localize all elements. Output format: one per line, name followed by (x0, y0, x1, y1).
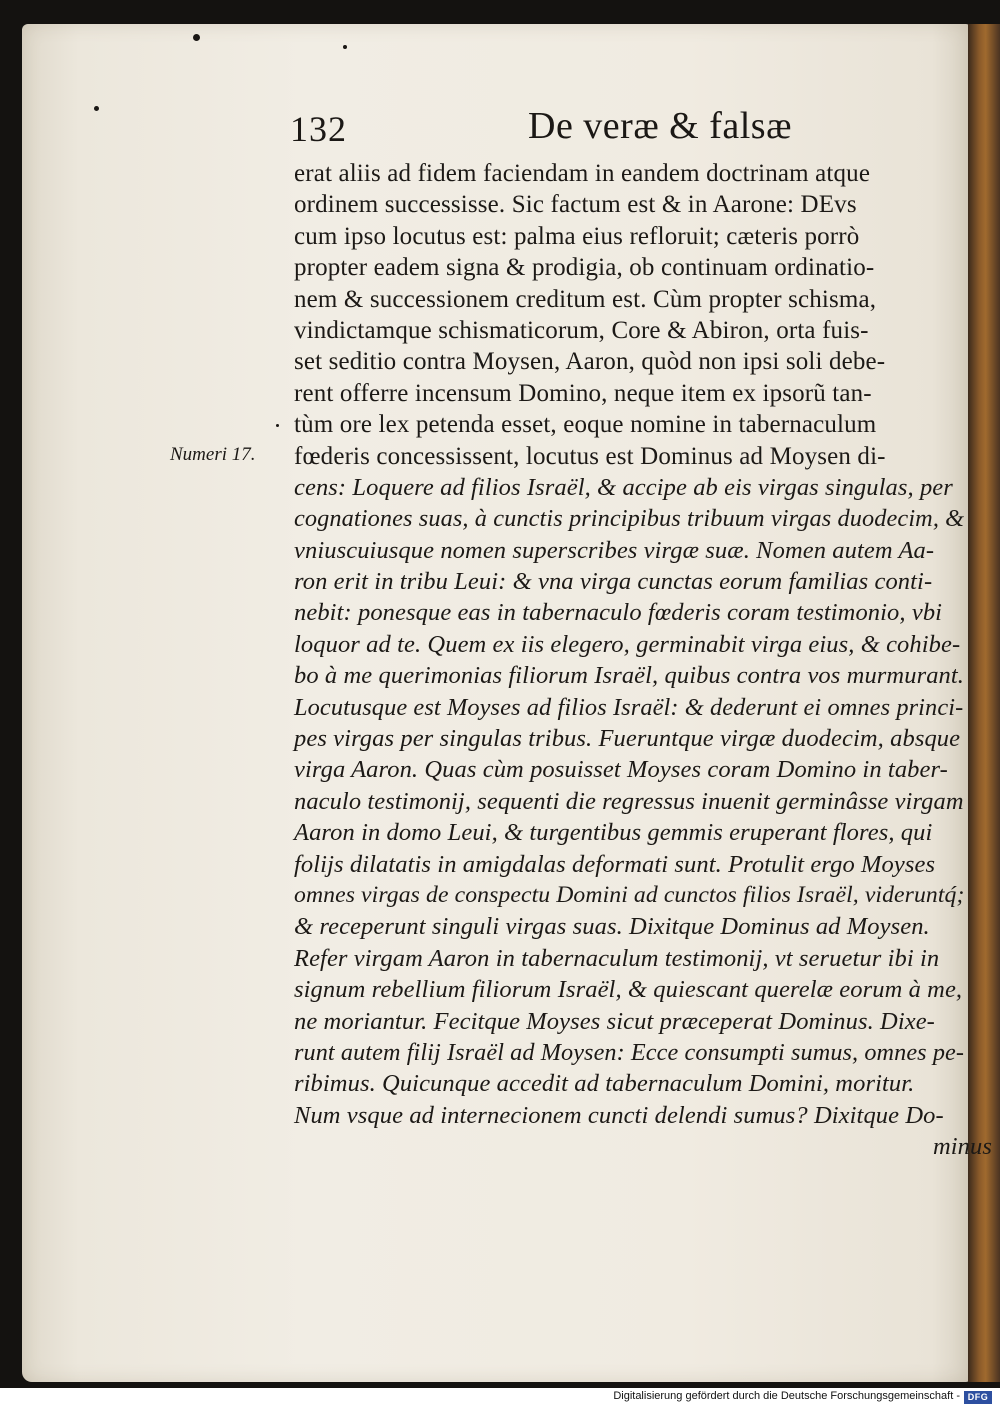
margin-note: Numeri 17. (170, 444, 256, 465)
running-title: De veræ & falsæ (528, 105, 792, 147)
text-line: virga Aaron. Quas cùm posuisset Moyses coram Domino in taber- (294, 756, 948, 784)
text-line: nebit: ponesque eas in tabernaculo fœderis coram testimonio, vbi (294, 599, 943, 627)
text-line: Num vsque ad internecionem cuncti delendi sumus? Dixitque Do- (294, 1101, 944, 1129)
text-line: loquor ad te. Quem ex iis elegero, germinabit virga eius, & cohibe- (294, 630, 961, 658)
text-line: set seditio contra Moysen, Aaron, quòd non ipsi soli debe- (294, 348, 886, 376)
text-line: omnes virgas de conspectu Domini ad cunctos filios Israël, videruntq́; (294, 881, 965, 908)
text-line: propter eadem signa & prodigia, ob continuam ordinatio- (294, 254, 875, 282)
text-line: signum rebellium filiorum Israël, & quiescant querelæ eorum à me, (294, 976, 963, 1004)
text-line: bo à me querimonias filiorum Israël, quibus contra vos murmurant. (294, 662, 965, 690)
text-line: rent offerre incensum Domino, neque item ex ipsorũ tan- (294, 379, 872, 407)
text-line: naculo testimonij, sequenti die regressus inuenit germinâsse virgam (294, 787, 964, 815)
dfg-logo: DFG (964, 1391, 992, 1404)
footer-bar (0, 1388, 1000, 1408)
text-line: Locutusque est Moyses ad filios Israël: & dederunt ei omnes princi- (294, 693, 964, 721)
ink-speck (276, 424, 279, 427)
digitization-credit: Digitalisierung gefördert durch die Deutsche Forschungsgemeinschaft - (613, 1390, 960, 1402)
text-line: cens: Loquere ad filios Israël, & accipe ab eis virgas singulas, per (294, 473, 953, 501)
page-header (290, 104, 810, 154)
text-line: cum ipso locutus est: palma eius refloruit; cæteris porrò (294, 222, 860, 250)
text-line: nem & successionem creditum est. Cùm propter schisma, (294, 285, 877, 313)
text-line: folijs dilatatis in amigdalas deformati sunt. Protulit ergo Moyses (294, 850, 936, 878)
text-line: pes virgas per singulas tribus. Fueruntque virgæ duodecim, absque (294, 725, 961, 753)
text-line: cognationes suas, à cunctis principibus tribuum virgas duodecim, & (294, 505, 965, 533)
text-line: ne moriantur. Fecitque Moyses sicut præceperat Dominus. Dixe- (294, 1007, 935, 1035)
text-line: fœderis concessissent, locutus est Dominus ad Moysen di- (294, 442, 886, 470)
catchword: minus (932, 1133, 992, 1161)
text-line: vniuscuiusque nomen superscribes virgæ suæ. Nomen autem Aa- (294, 536, 935, 564)
body-text (294, 158, 994, 1163)
text-line: tùm ore lex petenda esset, eoque nomine in tabernaculum (294, 411, 877, 439)
text-line: erat aliis ad fidem faciendam in eandem doctrinam atque (294, 160, 871, 187)
text-line: vindictamque schismaticorum, Core & Abiron, orta fuis- (294, 316, 869, 344)
ink-speck (193, 34, 200, 41)
text-line: ribimus. Quicunque accedit ad tabernaculum Domini, moritur. (294, 1070, 915, 1098)
text-line: ron erit in tribu Leui: & vna virga cunctas eorum familias conti- (294, 568, 933, 596)
text-line: ordinem successisse. Sic factum est & in Aarone: DEvs (294, 191, 857, 219)
text-line: runt autem filij Israël ad Moysen: Ecce consumpti sumus, omnes pe- (294, 1038, 965, 1066)
page-number: 132 (290, 109, 347, 149)
ink-speck (94, 106, 99, 111)
text-line: Refer virgam Aaron in tabernaculum testimonij, vt seruetur ibi in (294, 944, 940, 972)
text-line: Aaron in domo Leui, & turgentibus gemmis eruperant flores, qui (294, 819, 933, 847)
text-line: & receperunt singuli virgas suas. Dixitque Dominus ad Moysen. (294, 913, 930, 941)
ink-speck (343, 45, 347, 49)
